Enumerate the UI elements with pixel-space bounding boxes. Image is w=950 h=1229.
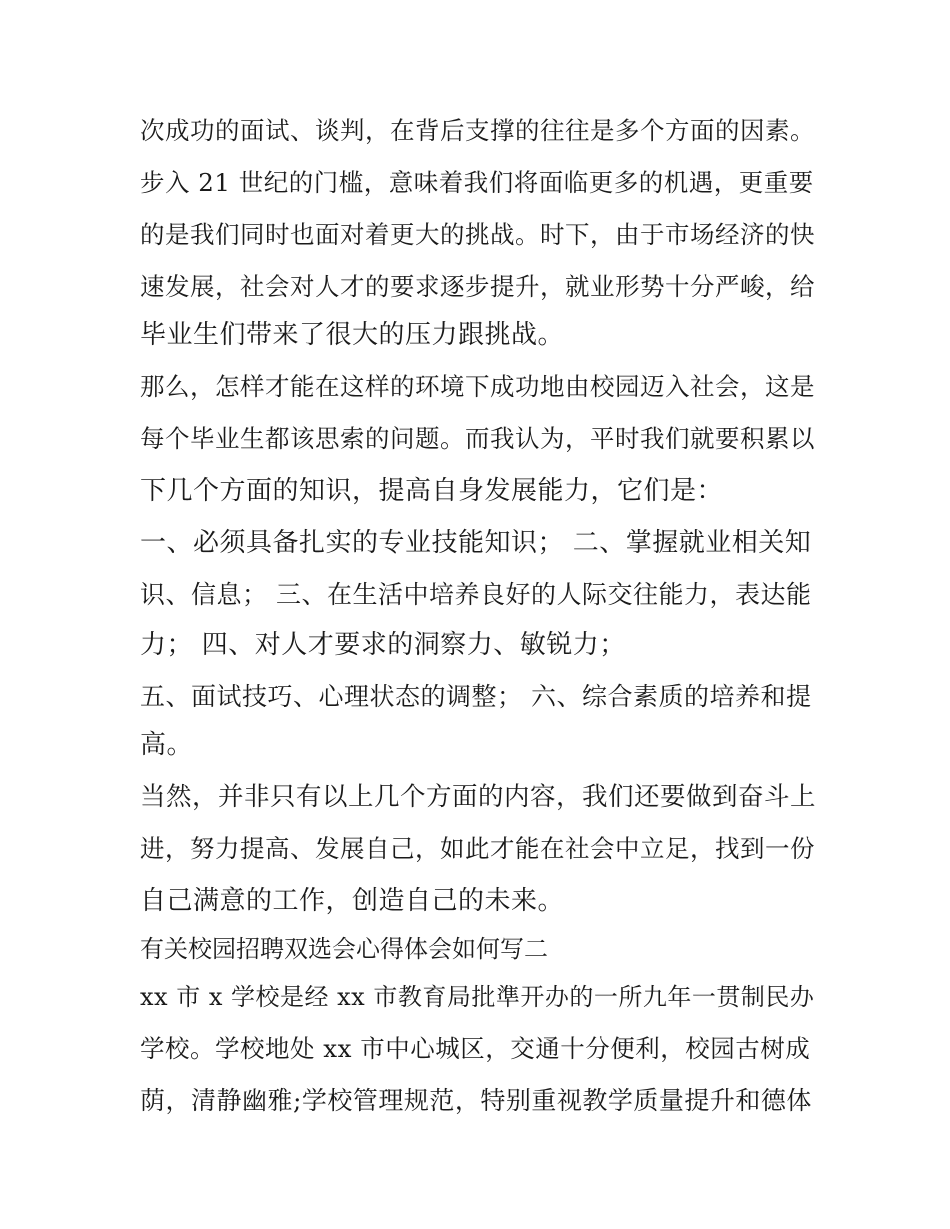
paragraph-line: 高。	[140, 730, 194, 760]
paragraph-line: 下几个方面的知识，提高自身发展能力，它们是：	[140, 476, 724, 506]
paragraph-line: 进，努力提高、发展自己，如此才能在社会中立足，找到一份	[140, 834, 815, 863]
paragraph-line: 荫，清静幽雅;学校管理规范，特别重视教学质量提升和德体	[140, 1086, 812, 1115]
paragraph-line: 一、必须具备扎实的专业技能知识； 二、掌握就业相关知	[140, 528, 812, 558]
paragraph-line: 毕业生们带来了很大的压力跟挑战。	[140, 320, 565, 350]
paragraph-line: 每个毕业生都该思索的问题。而我认为，平时我们就要积累以	[140, 424, 815, 453]
paragraph-line: 学校。学校地处 xx 市中心城区，交通十分便利，校园古树成	[140, 1034, 811, 1063]
paragraph-line: 当然，并非只有以上几个方面的内容，我们还要做到奋斗上	[140, 782, 817, 812]
paragraph-line: 自己满意的工作，创造自己的未来。	[140, 886, 565, 916]
section-heading: 有关校园招聘双选会心得体会如何写二	[140, 935, 548, 963]
paragraph-line: 速发展，社会对人才的要求逐步提升，就业形势十分严峻，给	[140, 272, 815, 301]
paragraph-line: 力； 四、对人才要求的洞察力、敏锐力；	[140, 630, 626, 660]
paragraph-line: 识、信息； 三、在生活中培养良好的人际交往能力，表达能	[140, 580, 812, 609]
paragraph-line: 五、面试技巧、心理状态的调整； 六、综合素质的培养和提	[140, 682, 812, 711]
paragraph-line: xx 市 x 学校是经 xx 市教育局批準开办的一所九年一贯制民办	[140, 983, 815, 1011]
paragraph-line: 次成功的面试、谈判，在背后支撑的往往是多个方面的因素。	[140, 116, 815, 145]
paragraph-line: 的是我们同时也面对着更大的挑战。时下，由于市场经济的快	[140, 220, 815, 249]
paragraph-line: 那么，怎样才能在这样的环境下成功地由校园迈入社会，这是	[140, 372, 815, 401]
paragraph-line: 步入 21 世纪的门槛，意味着我们将面临更多的机遇，更重要	[140, 168, 814, 197]
